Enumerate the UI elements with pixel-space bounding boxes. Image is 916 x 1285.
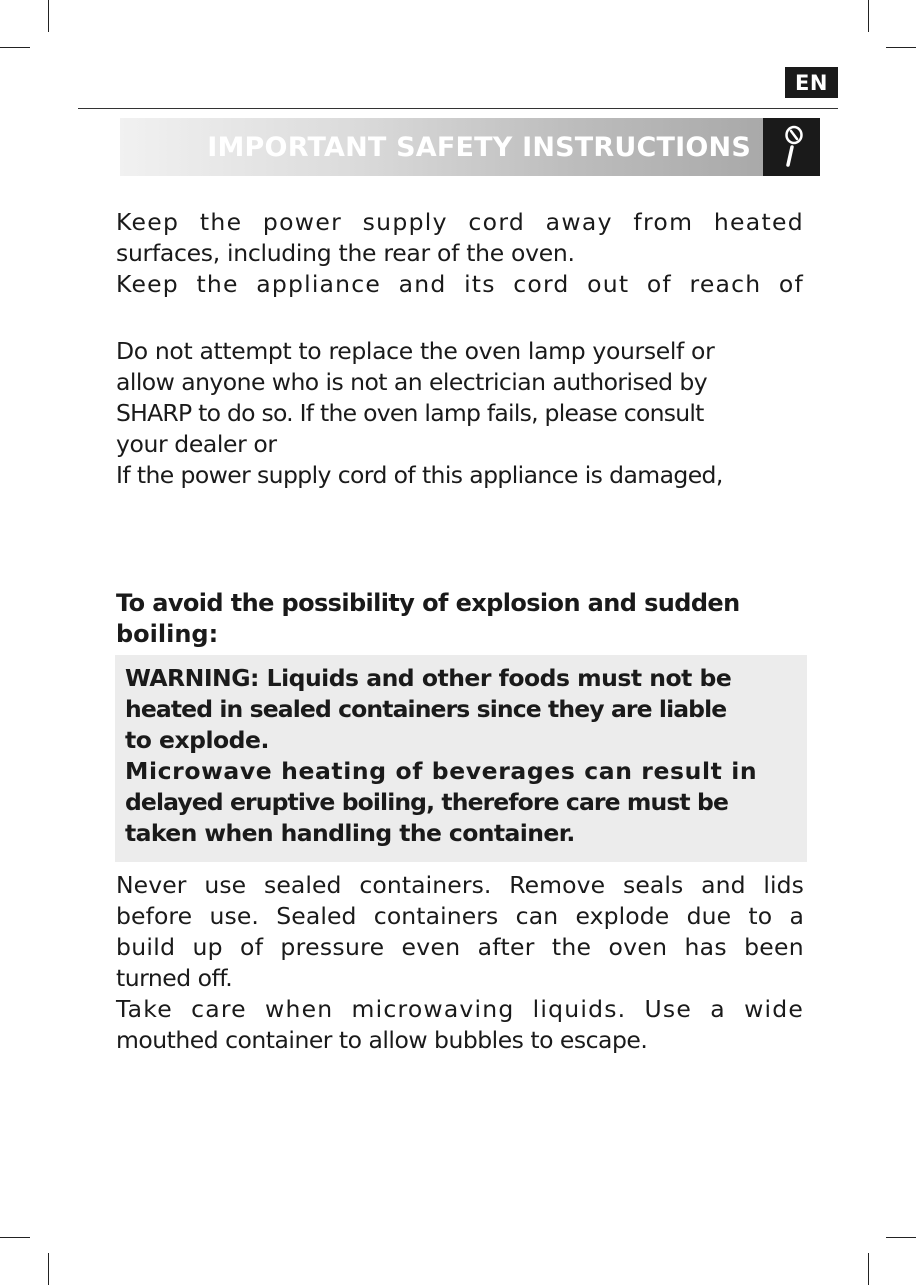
language-badge: EN — [785, 67, 838, 98]
text-line: Keep the power supply cord away from heated — [116, 208, 804, 236]
info-i-icon — [777, 125, 807, 169]
warning-box — [115, 655, 807, 862]
text-line: To avoid the possibility of explosion and sudden — [116, 589, 740, 617]
explosion-heading — [116, 588, 804, 650]
text-line: If the power supply cord of this appliance is damaged, — [116, 461, 723, 489]
text-line: Keep the appliance and its cord out of reach of — [116, 270, 804, 298]
crop-mark-bottom-right-h — [886, 1237, 916, 1238]
text-line: mouthed container to allow bubbles to escape. — [116, 1026, 648, 1054]
text-line: Take care when microwaving liquids. Use a wide — [116, 995, 804, 1023]
lamp-paragraph — [116, 336, 804, 491]
crop-mark-bottom-left-h — [0, 1237, 30, 1238]
containers-paragraph — [116, 870, 804, 1056]
text-line: boiling: — [116, 620, 219, 648]
crop-mark-bottom-left — [48, 1253, 49, 1285]
text-line: build up of pressure even after the oven has been — [116, 933, 804, 961]
info-icon-box — [763, 118, 820, 176]
crop-mark-bottom-right — [868, 1253, 869, 1285]
warning-line: WARNING: Liquids and other foods must not be — [125, 664, 732, 692]
header-divider — [78, 108, 838, 109]
page-title: IMPORTANT SAFETY INSTRUCTIONS — [207, 131, 751, 163]
crop-mark-top-right-h — [886, 47, 916, 48]
text-line: Never use sealed containers. Remove seals and lids — [116, 871, 804, 899]
section-banner — [120, 118, 763, 176]
text-line: turned off. — [116, 964, 233, 992]
warning-line: to explode. — [125, 726, 269, 754]
warning-line: taken when handling the container. — [125, 819, 575, 847]
cord-paragraph — [116, 207, 804, 300]
warning-line: delayed eruptive boiling, therefore care must be — [125, 788, 728, 816]
crop-mark-top-left-h — [0, 47, 30, 48]
warning-line: heated in sealed containers since they are liable — [125, 695, 727, 723]
text-line: surfaces, including the rear of the oven. — [116, 239, 575, 267]
text-line: before use. Sealed containers can explode due to a — [116, 902, 804, 930]
text-line: allow anyone who is not an electrician authorised by — [116, 368, 708, 396]
text-line: your dealer or — [116, 430, 277, 458]
crop-mark-top-left — [48, 0, 49, 32]
warning-line: Microwave heating of beverages can result in — [125, 757, 758, 785]
text-line: SHARP to do so. If the oven lamp fails, please consult — [116, 399, 704, 427]
crop-mark-top-right — [868, 0, 869, 32]
text-line: Do not attempt to replace the oven lamp yourself or — [116, 337, 715, 365]
